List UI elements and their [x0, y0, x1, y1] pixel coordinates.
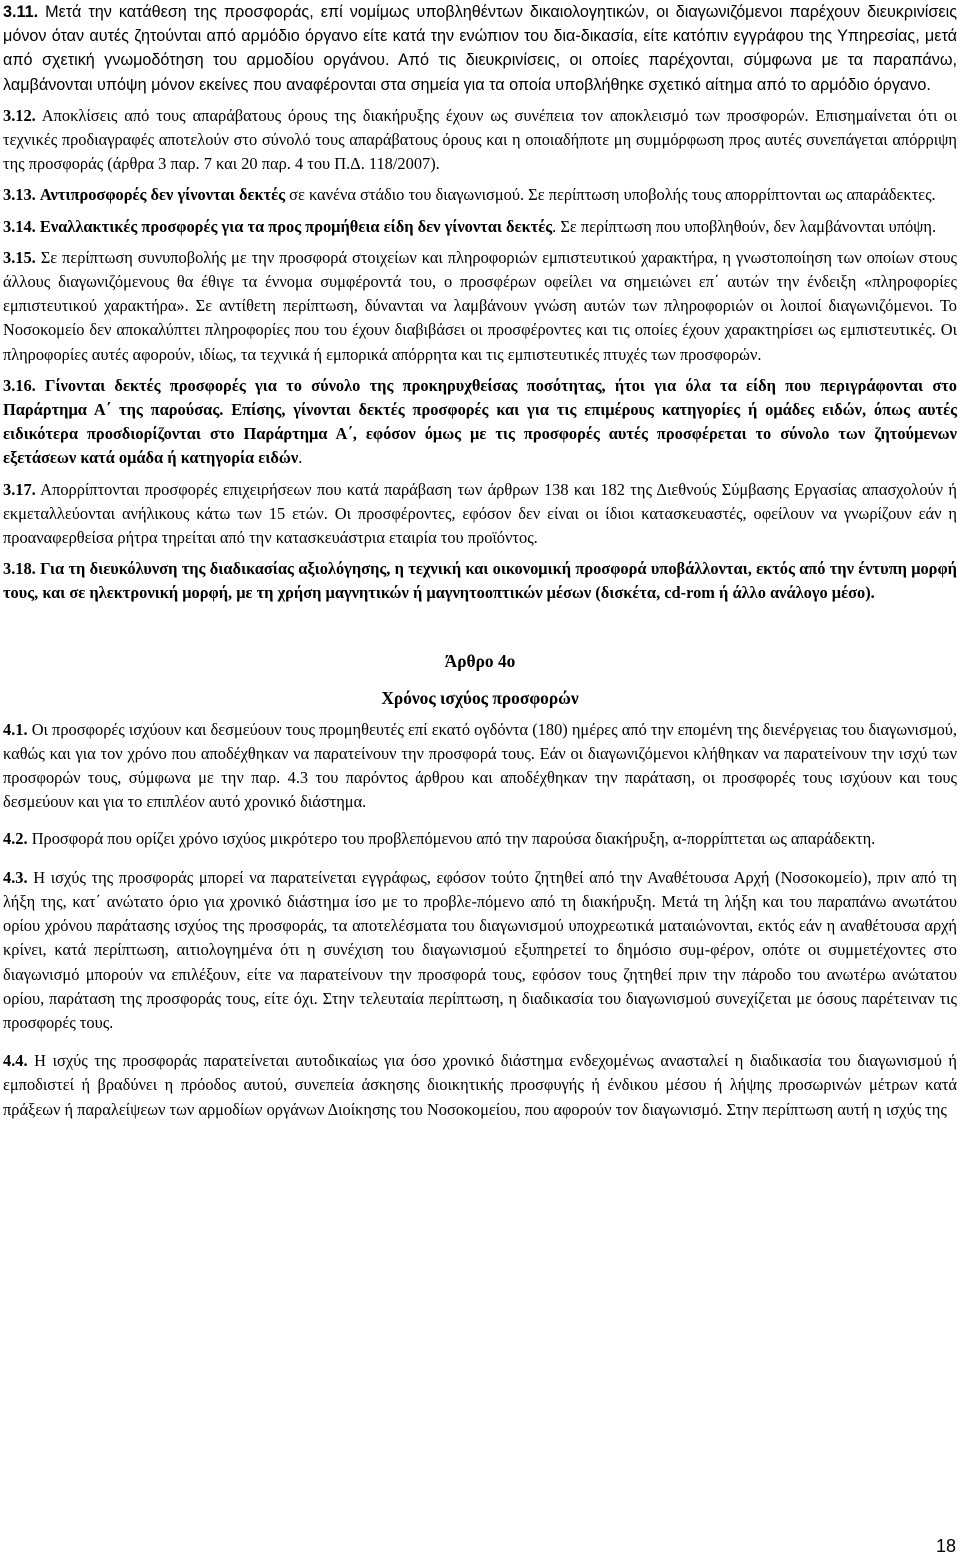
bold-text: 4.1.: [3, 719, 28, 739]
article-subtitle: Χρόνος ισχύος προσφορών: [381, 687, 579, 708]
bold-text: 4.4.: [3, 1051, 28, 1071]
section-3-paragraphs: [3, 0, 957, 606]
paragraph-4-3: [3, 866, 957, 1035]
bold-text: 3.15.: [3, 247, 36, 267]
bold-text: 3.12.: [3, 105, 36, 125]
body-text: Προσφορά που ορίζει χρόνο ισχύος μικρότερο του προβλεπόμενου από την παρούσα διακήρυξη, α-πορρίπτεται ως απαράδεκτη.: [27, 829, 876, 849]
bold-text: 3.16. Γίνονται δεκτές προσφορές για το σύνολο της προκηρυχθείσας ποσότητας, ήτοι για όλα τα είδη που περιγράφονται στο Παράρτημα Α΄ της παρούσας. Επίσης, γίνονται δεκτές προσφορές και για τις επιμέρους κατηγορίες ή ομάδες ειδών, όπως αυτές ειδικότερα προσδιορίζονται στο Παράρτημα Α΄, εφόσον όμως με τις προσφορές αυτές προσφέρεται το σύνολο των ζητούμενων εξετάσεων κατά ομάδα ή κατηγορία ειδών: [3, 375, 957, 468]
paragraph-3-14: [3, 215, 957, 239]
body-text: Αποκλίσεις από τους απαράβατους όρους της διακήρυξης έχουν ως συνέπεια τον αποκλεισμό των προσφορών. Επισημαίνεται ότι οι τεχνικές προδιαγραφές αποτελούν στο σύνολό τους απαράβατους όρους και η οποιαδήποτε μη συμμόρφωση προς αυτές συνεπάγεται απόρριψη της προσφοράς (άρθρα 3 παρ. 7 και 20 παρ. 4 του Π.Δ. 118/2007).: [3, 105, 957, 174]
paragraph-3-12: [3, 104, 957, 177]
paragraph-3-11: [3, 0, 957, 97]
body-text: Οι προσφορές ισχύουν και δεσμεύουν τους προμηθευτές επί εκατό ογδόντα (180) ημέρες από την επομένη της διενέργειας του διαγωνισμού, καθώς και για τον χρόνο που αποδέχθηκαν να παρατείνουν την προσφορά τους. Εάν οι διαγωνιζόμενοι κλήθηκαν να παρατείνουν την ισχύ των προσφορών τους, σύμφωνα με την παρ. 4.3 του παρόντος άρθρου και αποδέχθηκαν την παράταση, οι προσφορές τους ισχύουν και τους δεσμεύουν και για το επιπλέον αυτό χρονικό διάστημα.: [3, 719, 957, 812]
paragraph-3-16: [3, 374, 957, 471]
paragraph-3-15: [3, 246, 957, 367]
body-text: .: [298, 448, 303, 468]
paragraph-3-18: [3, 557, 957, 605]
article-heading: Άρθρο 4ο: [444, 650, 516, 671]
body-text: Απορρίπτονται προσφορές επιχειρήσεων που κατά παράβαση των άρθρων 138 και 182 της Διεθνούς Σύμβασης Εργασίας απασχολούν ή εκμεταλλεύονται ανήλικους κάτω των 15 ετών. Οι προσφέροντες, εφόσον δεν είναι οι ίδιοι κατασκευαστές, οφείλουν να γνωρίζουν εάν η προαναφερθείσα ρήτρα τηρείται από την κατασκευάστρια εταιρία του προϊόντος.: [3, 479, 957, 548]
document-page: [3, 0, 957, 1122]
body-text: . Σε περίπτωση που υποβληθούν, δεν λαμβάνονται υπόψη.: [552, 216, 937, 236]
bold-text: 3.13.: [3, 185, 36, 205]
body-text: Σε περίπτωση συνυποβολής με την προσφορά στοιχείων και πληροφοριών εμπιστευτικού χαρακτήρα, η γνωστοποίηση των οποίων στους άλλους διαγωνιζόμενους θα έθιγε τα έννομα συμφέροντά του, ο προσφέρων οφείλει να σημειώνει επ΄ αυτών την ένδειξη «πληροφορίες εμπιστευτικού χαρακτήρα». Σε αντίθετη περίπτωση, δύνανται να λαμβάνουν γνώση αυτών των πληροφοριών οι λοιποί διαγωνιζόμενοι. Το Νοσοκομείο δεν αποκαλύπτει πληροφορίες που του έχουν διαβιβάσει οι προσφέροντες και τις οποίες έχουν χαρακτηρίσει ως εμπιστευτικές. Οι πληροφορίες αυτές αφορούν, ιδίως, τα τεχνικά ή εμπορικά απόρρητα και τις εμπιστευτικές πτυχές των προσφορών.: [3, 247, 957, 364]
body-text: Η ισχύς της προσφοράς μπορεί να παρατείνεται εγγράφως, εφόσον τούτο ζητηθεί από την Αναθέτουσα Αρχή (Νοσοκομείο), πριν από τη λήξη της, κατ΄ ανώτατο όριο για χρονικό διάστημα ίσο με το προβλε-πόμενο από τη διακήρυξη. Μετά τη λήξη και του παραπάνω ανωτάτου ορίου χρόνου παράτασης ισχύος της προσφοράς, τα αποτελέσματα του διαγωνισμού υποχρεωτικά ματαιώνονται, εκτός εάν η αναθέτουσα αρχή κρίνει, κατά περίπτωση, αιτιολογημένα ότι η συνέχιση του διαγωνισμού εξυπηρετεί το δημόσιο συμ-φέρον, οπότε οι συμμετέχοντες στο διαγωνισμό μπορούν να επιλέξουν, είτε να παρατείνουν την προσφορά τους, εφόσον τους ζητηθεί πριν την πάροδο του ανωτέρω ανώτατου ορίου, παράταση της προσφοράς τους, είτε όχι. Στην τελευταία περίπτωση, η διαδικασία του διαγωνισμού συνεχίζεται με όσους παρέτειναν τις προσφορές τους.: [3, 867, 957, 1032]
bold-text: 3.17.: [3, 479, 36, 499]
section-4-paragraphs: [3, 718, 957, 1122]
body-text: σε κανένα στάδιο του διαγωνισμού. Σε περίπτωση υποβολής τους απορρίπτονται ως απαράδεκτες.: [285, 185, 936, 205]
bold-text: 3.11.: [3, 3, 39, 21]
paragraph-4-1: [3, 718, 957, 815]
body-text: Μετά την κατάθεση της προσφοράς, επί νομίμως υποβληθέντων δικαιολογητικών, οι διαγωνιζόμενοι παρέχουν διευκρινίσεις μόνον όταν αυτές ζητούνται από αρμόδιο όργανο είτε κατά την ενώπιον του δια-δικασία, είτε κατόπιν εγγράφου της Υπηρεσίας, μετά από σχετική γνωμοδότηση του αρμοδίου οργάνου. Από τις διευκρινίσεις, οι οποίες παρέχονται, σύμφωνα με τα παραπάνω, λαμβάνονται υπόψη μόνον εκείνες που αναφέρονται στα σημεία για τα οποία υποβλήθηκε σχετικό αίτημα από το αρμόδιο όργανο.: [3, 3, 957, 94]
page-number: 18: [935, 1536, 956, 1556]
bold-text: 3.14.: [3, 216, 36, 236]
bold-text: 4.2.: [3, 829, 28, 849]
paragraph-3-17: [3, 478, 957, 551]
bold-text: Αντιπροσφορές δεν γίνονται δεκτές: [39, 185, 286, 205]
bold-text: 3.18. Για τη διευκόλυνση της διαδικασίας αξιολόγησης, η τεχνική και οικονομική προσφορά υποβάλλονται, εκτός από την έντυπη μορφή τους, και σε ηλεκτρονική μορφή, με τη χρήση μαγνητικών ή μαγνητοοπτικών μέσων (δισκέτα, cd-rom ή άλλο ανάλογο μέσο).: [3, 559, 957, 603]
bold-text: 4.3.: [3, 867, 28, 887]
paragraph-3-13: [3, 183, 957, 207]
body-text: Η ισχύς της προσφοράς παρατείνεται αυτοδικαίως για όσο χρονικό διάστημα ενδεχομένως ανασταλεί η διαδικασία του διαγωνισμού ή εμποδιστεί ή βραδύνει η πρόοδος αυτού, συνεπεία άσκησης διοικητικής προσφυγής ή ένδικου μέσου ή λήψης προσωρινών μέτρων κατά πράξεων ή παραλείψεων των αρμοδίων οργάνων Διοίκησης του Νοσοκομείου, που αφορούν τον διαγωνισμό. Στην περίπτωση αυτή η ισχύς της: [3, 1051, 957, 1119]
paragraph-4-2: [3, 827, 957, 851]
paragraph-4-4: [3, 1049, 957, 1122]
bold-text: Εναλλακτικές προσφορές για τα προς προμήθεια είδη δεν γίνονται δεκτές: [39, 216, 553, 236]
